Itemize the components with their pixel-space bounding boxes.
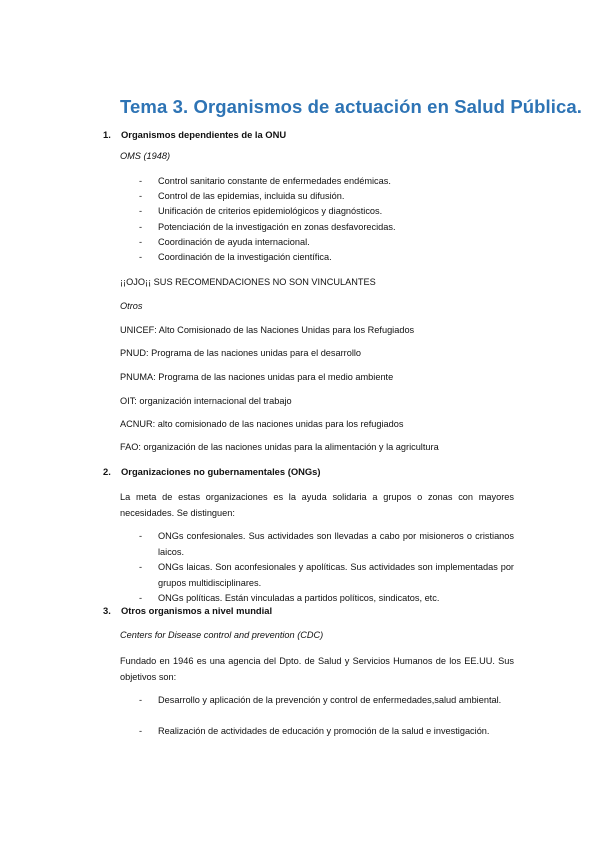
section-1-heading: [103, 129, 286, 140]
warning-note: ¡¡OJO¡¡ SUS RECOMENDACIONES NO SON VINCULANTES: [120, 277, 376, 287]
org-item: PNUD: Programa de las naciones unidas para el desarrollo: [120, 348, 362, 358]
cdc-subtitle: Centers for Disease control and prevention (CDC): [120, 630, 324, 640]
page-title: Tema 3. Organismos de actuación en Salud Pública.: [120, 96, 583, 117]
org-item: UNICEF: Alto Comisionado de las Naciones Unidas para los Refugiados: [120, 325, 415, 335]
section-3-heading: [103, 605, 272, 616]
section-1-title: Organismos dependientes de la ONU: [121, 129, 287, 140]
section-2-heading: [103, 466, 321, 477]
list-item: - ONGs políticas. Están vinculadas a partidos políticos, sindicatos, etc.: [139, 593, 440, 603]
section-2-title: Organizaciones no gubernamentales (ONGs): [121, 466, 321, 477]
org-item: PNUMA: Programa de las naciones unidas para el medio ambiente: [120, 372, 394, 382]
otros-subtitle: Otros: [120, 301, 143, 311]
list-item: - Realización de actividades de educación y promoción de la salud e investigación.: [139, 726, 490, 736]
org-item: FAO: organización de las naciones unidas para la alimentación y la agricultura: [120, 442, 439, 452]
section-1-number: 1.: [103, 129, 111, 140]
section-2-intro: La meta de estas organizaciones es la ayuda solidaria a grupos o zonas con mayores necesidades. Se distinguen:: [120, 492, 514, 518]
list-item: - ONGs laicas. Son aconfesionales y apolíticas. Sus actividades son implementadas por grupos multidisciplinares.: [139, 562, 514, 588]
section-3-intro: Fundado en 1946 es una agencia del Dpto. de Salud y Servicios Humanos de los EE.UU. Sus objetivos son:: [120, 656, 514, 682]
document-page: Tema 3. Organismos de actuación en Salud Pública. 1. Organismos dependientes de la ONU OMS (1948) - Control sanitario constante de enfermedades endémicas. - Control de las epidemias, incluida su difusión. - Unificación de criterios epidemiológicos y diagnósticos. - Potenciación de la investigación en zonas desfavorecidas. - Coordinación de ayuda internacional. - Coordinación de la investigación científica. ¡¡OJO¡¡ SUS RECOMENDACIONES NO SON VINCULANTES Otros UNICEF: Alto Comisionado de las Naciones Unidas para los Refugiados PNUD: Programa de las naciones unidas para el desarrollo PNUMA: Programa de las naciones unidas para el medio ambiente OIT: organización internacional del trabajo ACNUR: alto comisionado de las naciones unidas para los refugiados FAO: organización de las naciones unidas para la alimentación y la agricultura 2. Organizaciones no gubernamentales (ONGs) La meta de estas organizaciones es la ayuda solidaria a grupos o zonas con mayores necesidades. Se distinguen: - ONGs confesionales. Sus actividades son llevadas a cabo por misioneros o cristianos laicos. - ONGs laicas. Son aconfesionales y apolíticas. Sus actividades son implementadas por grupos multidisciplinares. - ONGs políticas. Están vinculadas a partidos políticos, sindicatos, etc. 3. Otros organismos a nivel mundial Centers for Disease control and prevention (CDC) Fundado en 1946 es una agencia del Dpto. de Salud y Servicios Humanos de los EE.UU. Sus objetivos son: - Desarrollo y aplicación de la prevención y control de enfermedades,salud ambiental. - Realización de actividades de educación y promoción de la salud e investigación.: [0, 0, 600, 848]
section-2-number: 2.: [103, 466, 111, 477]
oms-subtitle: OMS (1948): [120, 151, 171, 161]
list-item: - ONGs confesionales. Sus actividades son llevadas a cabo por misioneros o cristianos laicos.: [139, 531, 514, 557]
org-item: OIT: organización internacional del trabajo: [120, 396, 292, 406]
section-3-title: Otros organismos a nivel mundial: [121, 605, 273, 616]
section-3-number: 3.: [103, 605, 111, 616]
org-item: ACNUR: alto comisionado de las naciones unidas para los refugiados: [120, 419, 404, 429]
list-item: - Desarrollo y aplicación de la prevención y control de enfermedades,salud ambiental.: [139, 695, 502, 705]
